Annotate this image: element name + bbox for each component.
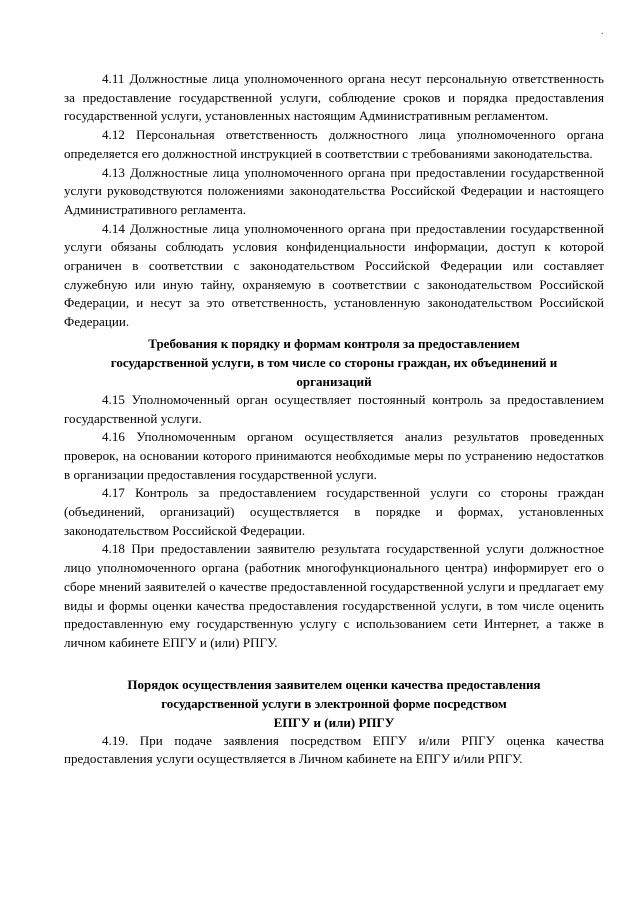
page-corner-mark: . xyxy=(601,26,604,37)
section-heading-quality-assessment xyxy=(64,675,604,732)
paragraph-4-15: 4.15 Уполномоченный орган осуществляет постоянный контроль за предоставлением государственной услуги. xyxy=(64,391,604,426)
paragraph-4-12: 4.12 Персональная ответственность должностного лица уполномоченного органа определяется его должностной инструкцией в соответствии с требованиями законодательства. xyxy=(64,127,604,161)
heading-line: Требования к порядку и формам контроля за предоставлением xyxy=(148,335,520,351)
heading-line: организаций xyxy=(296,373,372,389)
heading-line: государственной услуги в электронной форме посредством xyxy=(161,695,507,711)
paragraph-4-17: 4.17 Контроль за предоставлением государственной услуги со стороны граждан (объединений, организаций) осуществляется в порядке и формах, установленных законодательством Российской Федерации. xyxy=(64,485,604,538)
paragraph-4-13: 4.13 Должностные лица уполномоченного органа при предоставлении государственной услуги руководствуются положениями законодательства Российской Федерации и настоящего Административного регламента. xyxy=(64,164,604,217)
paragraph-4-16: 4.16 Уполномоченным органом осуществляется анализ результатов проведенных проверок, на основании которого принимаются необходимые меры по устранению недостатков в организации предоставления государственной услуги. xyxy=(64,429,604,482)
document-page xyxy=(64,70,604,769)
paragraph-4-11: 4.11 Должностные лица уполномоченного органа несут персональную ответственность за предоставление государственной услуги, соблюдение сроков и порядка предоставления государственной услуги, установленных настоящим Административным регламентом. xyxy=(64,71,604,124)
heading-line: государственной услуги, в том числе со стороны граждан, их объединений и xyxy=(110,354,558,370)
heading-line: Порядок осуществления заявителем оценки качества предоставления xyxy=(127,676,541,692)
heading-line: ЕПГУ и (или) РПГУ xyxy=(273,714,395,730)
paragraph-4-14: 4.14 Должностные лица уполномоченного органа при предоставлении государственной услуги обязаны соблюдать условия конфиденциальности информации, доступ к которой ограничен в соответствии с законодательством Российской Федерации или составляет служебную или иную тайну, охраняемую в соответствии с законодательством Российской Федерации, и несут за это ответственность, установленную законодательством Российской Федерации. xyxy=(64,220,604,330)
paragraph-4-18: 4.18 При предоставлении заявителю результата государственной услуги должностное лицо уполномоченного органа (работник многофункционального центра) информирует его о сборе мнений заявителей о качестве предоставленной государственной услуги и предлагает ему виды и формы оценки качества предоставления государственной услуги, в том числе оценить предоставленную ему государственную услугу с использованием сети Интернет, а также в личном кабинете ЕПГУ и (или) РПГУ. xyxy=(64,541,604,650)
section-heading-control-requirements xyxy=(64,334,604,391)
paragraph-4-19: 4.19. При подаче заявления посредством ЕПГУ и/или РПГУ оценка качества предоставления услуги осуществляется в Личном кабинете на ЕПГУ и/или РПГУ. xyxy=(64,732,604,767)
